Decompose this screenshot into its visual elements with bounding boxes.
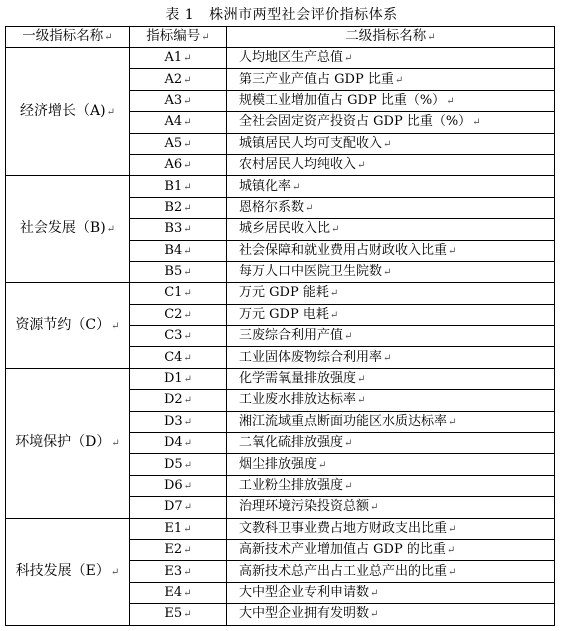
indicator-name: 大中型企业拥有发明数 [239, 606, 370, 622]
table-row [6, 368, 555, 389]
indicator-name: 社会保障和就业费用占财政收入比重 [239, 242, 448, 258]
indicator-code-cell [130, 604, 227, 625]
indicator-code: E1 [164, 520, 183, 536]
return-mark: ↵ [329, 309, 339, 321]
return-mark: ↵ [183, 53, 192, 65]
return-mark: ↵ [183, 438, 193, 450]
return-mark: ↵ [183, 502, 193, 514]
indicator-name: 治理环境污染投资总额 [239, 499, 370, 515]
header-code: 指标编号↵ [130, 27, 227, 48]
indicator-code-cell [130, 69, 227, 90]
indicator-code: D4 [163, 435, 183, 451]
return-mark: ↵ [183, 267, 192, 279]
indicator-code-cell [130, 326, 227, 347]
category-name: 资源节约（C） [15, 316, 111, 333]
indicator-name: 人均地区生产总值 [239, 50, 344, 66]
indicator-code: D1 [163, 371, 183, 387]
return-mark: ↵ [106, 106, 115, 118]
indicator-name-cell [227, 261, 555, 282]
indicator-code-cell [130, 283, 227, 304]
table-caption [0, 4, 563, 24]
return-mark: ↵ [344, 53, 353, 65]
indicator-name: 工业废水排放达标率 [239, 392, 357, 408]
indicator-name-cell [227, 154, 555, 175]
indicator-code: D2 [163, 392, 183, 408]
return-mark: ↵ [292, 181, 301, 193]
return-mark: ↵ [331, 224, 340, 236]
indicator-name: 高新技术总产出占工业总产出的比重 [239, 563, 448, 579]
indicator-code-cell [130, 112, 227, 133]
indicator-name: 化学需氧量排放强度 [239, 371, 357, 387]
indicator-code: C3 [164, 328, 183, 344]
indicator-name: 二氧化硫排放强度 [239, 435, 344, 451]
indicator-code-cell [130, 48, 227, 69]
indicator-code: A4 [164, 114, 183, 130]
return-mark: ↵ [383, 352, 392, 364]
indicator-code: E4 [164, 584, 183, 600]
table-row [6, 518, 555, 539]
indicator-name-cell [227, 347, 555, 368]
indicator-code-cell [130, 454, 227, 475]
indicator-name-cell [227, 561, 555, 582]
indicator-code-cell [130, 347, 227, 368]
indicator-code-cell [130, 561, 227, 582]
indicator-code-cell [130, 411, 227, 432]
category-cell [6, 176, 130, 283]
return-mark: ↵ [370, 587, 379, 599]
return-mark: ↵ [183, 288, 192, 300]
return-mark: ↵ [111, 320, 120, 332]
return-mark: ↵ [383, 267, 392, 279]
return-mark: ↵ [344, 331, 353, 343]
return-mark: ↵ [344, 438, 353, 450]
indicator-code: B5 [164, 264, 183, 280]
return-mark: ↵ [183, 566, 192, 578]
return-mark: ↵ [383, 138, 392, 150]
indicator-name: 文教科卫事业费占地方财政支出比重 [239, 520, 448, 536]
indicator-name: 烟尘排放强度 [239, 456, 318, 472]
indicator-code: E3 [164, 563, 183, 579]
category-name: 经济增长（A) [20, 102, 106, 119]
indicator-code: C4 [164, 349, 183, 365]
indicator-name-cell [227, 368, 555, 389]
indicator-code: A2 [164, 71, 183, 87]
indicator-name-cell [227, 518, 555, 539]
indicator-name: 万元 GDP 电耗 [239, 306, 329, 322]
indicator-name: 三废综合利用产值 [239, 328, 344, 344]
indicator-name-cell [227, 497, 555, 518]
indicator-code-cell [130, 475, 227, 496]
indicator-code-cell [130, 261, 227, 282]
category-name: 科技发展（E） [15, 562, 110, 579]
indicator-code-cell [130, 90, 227, 111]
indicator-name: 工业粉尘排放强度 [239, 478, 344, 493]
indicator-code-cell [130, 518, 227, 539]
return-mark: ↵ [183, 374, 193, 386]
indicator-name-cell [227, 326, 555, 347]
indicator-name-cell [227, 112, 555, 133]
indicator-name-cell [227, 304, 555, 325]
category-cell [6, 518, 130, 625]
table-row [6, 48, 555, 69]
return-mark: ↵ [446, 545, 456, 557]
indicator-code: A6 [164, 157, 183, 173]
indicator-code: B2 [164, 199, 183, 215]
return-mark: ↵ [183, 202, 192, 214]
indicator-name-cell [227, 176, 555, 197]
return-mark: ↵ [183, 459, 193, 471]
indicator-name-cell [227, 411, 555, 432]
indicator-name: 规模工业增加值占 GDP 比重（%） [239, 92, 446, 108]
indicator-name: 城乡居民收入比 [239, 221, 331, 237]
header-row [6, 27, 555, 48]
return-mark: ↵ [448, 245, 457, 257]
indicator-name-cell [227, 219, 555, 240]
indicator-code-cell [130, 133, 227, 154]
indicator-code: B3 [164, 221, 183, 237]
return-mark: ↵ [183, 416, 193, 428]
category-cell [6, 368, 130, 518]
return-mark: ↵ [110, 566, 120, 578]
return-mark: ↵ [183, 95, 192, 107]
indicator-name-cell [227, 197, 555, 218]
indicator-code: B4 [164, 242, 183, 258]
return-mark: ↵ [183, 245, 192, 257]
indicator-name-cell [227, 133, 555, 154]
return-mark: ↵ [183, 74, 192, 86]
indicator-name-cell [227, 69, 555, 90]
indicator-name: 大中型企业专利申请数 [239, 584, 370, 600]
return-mark: ↵ [305, 202, 314, 214]
indicator-code: C1 [164, 285, 183, 301]
caption-text: 株洲市两型社会评价指标体系 [209, 7, 398, 23]
table-row [6, 176, 555, 197]
category-cell [6, 48, 130, 176]
indicator-name-cell [227, 90, 555, 111]
return-mark: ↵ [183, 545, 192, 557]
indicator-name: 城镇化率 [239, 178, 292, 194]
indicator-name: 城镇居民人均可支配收入 [239, 135, 383, 151]
return-mark: ↵ [183, 138, 192, 150]
indicator-code: E2 [164, 542, 183, 558]
indicator-code: E5 [164, 606, 183, 622]
indicator-table [5, 26, 555, 626]
return-mark: ↵ [183, 309, 192, 321]
indicator-code-cell [130, 154, 227, 175]
return-mark: ↵ [357, 160, 366, 172]
return-mark: ↵ [183, 395, 193, 407]
indicator-code-cell [130, 197, 227, 218]
indicator-code-cell [130, 433, 227, 454]
category-name: 环境保护（D） [15, 434, 111, 451]
return-mark: ↵ [357, 374, 366, 386]
indicator-code-cell [130, 219, 227, 240]
return-mark: ↵ [448, 523, 457, 535]
return-mark: ↵ [394, 74, 404, 86]
indicator-name-cell [227, 454, 555, 475]
return-mark: ↵ [329, 288, 339, 300]
return-mark: ↵ [183, 181, 192, 193]
indicator-name-cell [227, 48, 555, 69]
header-level2: 二级指标名称↵ [227, 27, 555, 48]
indicator-code: A5 [164, 135, 183, 151]
header-level1: 一级指标名称↵ [6, 27, 130, 48]
indicator-code-cell [130, 582, 227, 603]
indicator-code-cell [130, 539, 227, 560]
return-mark: ↵ [448, 416, 457, 428]
indicator-code-cell [130, 368, 227, 389]
indicator-name-cell [227, 433, 555, 454]
indicator-code-cell [130, 240, 227, 261]
indicator-name-cell [227, 604, 555, 625]
indicator-name-cell [227, 390, 555, 411]
indicator-name-cell [227, 475, 555, 496]
indicator-code-cell [130, 176, 227, 197]
indicator-name-cell [227, 539, 555, 560]
indicator-name: 工业固体废物综合利用率 [239, 349, 383, 365]
indicator-name-cell [227, 240, 555, 261]
indicator-code: D5 [163, 456, 183, 472]
indicator-name: 农村居民人均纯收入 [239, 157, 357, 173]
indicator-code: A3 [164, 92, 183, 108]
indicator-name: 高新技术产业增加值占 GDP 的比重 [239, 542, 446, 558]
table-row [6, 283, 555, 304]
return-mark: ↵ [183, 481, 193, 492]
indicator-code: D7 [163, 499, 183, 515]
return-mark: ↵ [183, 587, 192, 599]
return-mark: ↵ [183, 352, 192, 364]
caption-number: 表 1 [165, 7, 195, 23]
indicator-name-cell [227, 582, 555, 603]
return-mark: ↵ [357, 395, 366, 407]
indicator-code-cell [130, 390, 227, 411]
indicator-code: D6 [163, 478, 183, 493]
return-mark: ↵ [370, 609, 379, 621]
return-mark: ↵ [111, 438, 120, 450]
indicator-code: B1 [164, 178, 183, 194]
return-mark: ↵ [448, 566, 457, 578]
return-mark: ↵ [183, 331, 192, 343]
category-name: 社会发展（B) [19, 220, 106, 237]
return-mark: ↵ [370, 502, 379, 514]
category-cell [6, 283, 130, 369]
return-mark: ↵ [106, 224, 116, 236]
indicator-name-cell [227, 283, 555, 304]
indicator-name: 湘江流域重点断面功能区水质达标率 [239, 413, 448, 429]
indicator-name: 第三产业产值占 GDP 比重 [239, 71, 394, 87]
indicator-code-cell [130, 497, 227, 518]
indicator-code: D3 [163, 413, 183, 429]
return-mark: ↵ [472, 117, 481, 129]
indicator-code: C2 [164, 306, 183, 322]
return-mark: ↵ [183, 117, 192, 129]
return-mark: ↵ [183, 160, 192, 172]
return-mark: ↵ [183, 523, 192, 535]
return-mark: ↵ [183, 609, 192, 621]
return-mark: ↵ [318, 459, 327, 471]
indicator-name: 全社会固定资产投资占 GDP 比重（%） [239, 114, 472, 130]
indicator-name: 恩格尔系数 [239, 199, 305, 215]
indicator-name: 每万人口中医院卫生院数 [239, 264, 383, 280]
table-body [6, 48, 555, 626]
indicator-name: 万元 GDP 能耗 [239, 285, 329, 301]
return-mark: ↵ [344, 481, 353, 492]
return-mark: ↵ [446, 95, 455, 107]
indicator-code-cell [130, 304, 227, 325]
indicator-code: A1 [164, 50, 183, 66]
return-mark: ↵ [183, 224, 192, 236]
